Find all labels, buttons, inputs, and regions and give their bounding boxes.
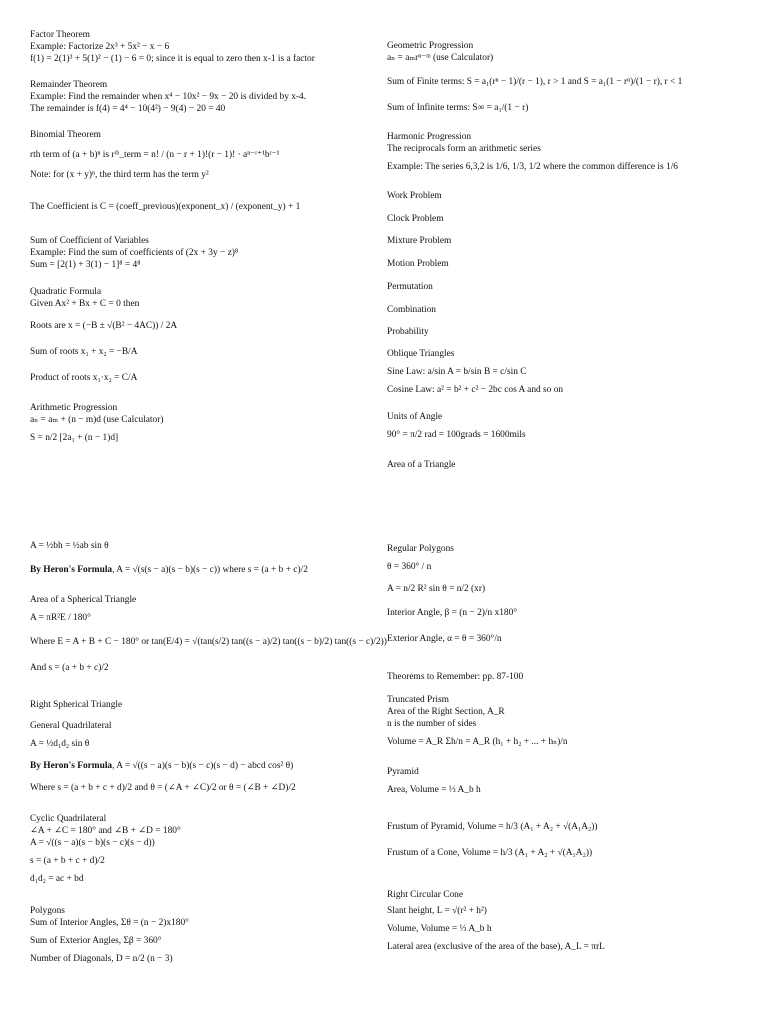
sum-of-coefficients <box>30 235 375 271</box>
line: Factor Theorem <box>30 30 90 40</box>
line: Regular Polygons <box>387 544 454 554</box>
line <box>30 564 375 576</box>
line: Volume, Volume = ⅓ A_b h <box>387 924 492 935</box>
line <box>30 760 375 772</box>
line: f(1) = 2(1)³ + 5(1)² − (1) − 6 = 0; since it is equal to zero then x-1 is a factor <box>30 54 315 65</box>
line: S = n/2 [2a₁ + (n − 1)d] <box>30 433 119 444</box>
line: Arithmetic Progression <box>30 403 118 413</box>
line: Area of a Triangle <box>387 460 456 470</box>
line: aₙ = aₘ + (n − m)d (use Calculator) <box>30 415 164 426</box>
regular-polygons <box>387 543 747 645</box>
line: Area, Volume = ⅓ A_b h <box>387 785 481 796</box>
theorems-to-remember <box>387 671 747 683</box>
line: Geometric Progression <box>387 41 474 51</box>
formula: , A = √(s(s − a)(s − b)(s − c)) where s = (a + b + c)/2 <box>112 565 308 575</box>
frustum-of-pyramid <box>387 821 747 833</box>
line: Example: Factorize 2x³ + 5x² − x − 6 <box>30 42 170 53</box>
coefficient-formula <box>30 201 375 213</box>
line: A = πR²E / 180° <box>30 613 91 624</box>
line: Units of Angle <box>387 412 443 422</box>
geometric-progression <box>387 40 747 114</box>
remainder-theorem <box>30 79 375 115</box>
herons-formula <box>30 564 375 576</box>
top-left-column <box>30 0 375 512</box>
line: Work Problem <box>387 191 442 201</box>
line: The Coefficient is C = (coeff_previous)(exponent_x) / (exponent_y) + 1 <box>30 202 301 212</box>
line: Combination <box>387 305 436 315</box>
line: Mixture Problem <box>387 236 452 246</box>
line: A = ½d₁d₂ sin θ <box>30 739 90 750</box>
line: Exterior Angle, α = θ = 360°/n <box>387 634 502 645</box>
factor-theorem <box>30 29 375 65</box>
harmonic-progression <box>387 131 747 173</box>
permutation <box>387 281 747 293</box>
area-of-triangle-heading <box>387 459 747 471</box>
line: rth term of (a + b)ⁿ is rᵗʰ_term = n! / (n − r + 1)!(r − 1)! · aⁿ⁻ʳ⁺¹bʳ⁻¹ <box>30 150 280 161</box>
line: Right Circular Cone <box>387 890 464 900</box>
formula: , A = √((s − a)(s − b)(s − c)(s − d) − abcd cos² θ) <box>112 761 294 771</box>
binomial-theorem <box>30 129 375 181</box>
bottom-left-column <box>30 512 387 1024</box>
line: Example: The series 6,3,2 is 1/6, 1/3, 1/2 where the common difference is 1/6 <box>387 162 678 173</box>
spherical-triangle-area <box>30 594 387 674</box>
line: Quadratic Formula <box>30 287 102 297</box>
line: Sum of Finite terms: S = a₁(rⁿ − 1)/(r − 1), r > 1 and S = a₁(1 − rⁿ)/(1 − r), r < 1 <box>387 77 683 88</box>
line: Right Spherical Triangle <box>30 700 123 710</box>
line: Sine Law: a/sin A = b/sin B = c/sin C <box>387 367 527 378</box>
line: Sum of roots x₁ + x₂ = −B/A <box>30 347 138 358</box>
line: θ = 360° / n <box>387 562 432 573</box>
cyclic-quadrilateral <box>30 813 375 885</box>
line: d₁d₂ = ac + bd <box>30 874 84 885</box>
truncated-prism <box>387 694 747 748</box>
line: Area of a Spherical Triangle <box>30 595 137 605</box>
triangle-area-formula <box>30 540 375 552</box>
line: Roots are x = (−B ± √(B² − 4AC)) / 2A <box>30 321 178 332</box>
line: Lateral area (exclusive of the area of the base), A_L = πrL <box>387 942 605 953</box>
line: Harmonic Progression <box>387 132 472 142</box>
line: Sum of Interior Angles, Σθ = (n − 2)x180° <box>30 918 189 929</box>
line: Polygons <box>30 906 65 916</box>
line: Example: Find the sum of coefficients of (2x + 3y − z)⁸ <box>30 248 239 259</box>
quadratic-formula <box>30 286 375 384</box>
line: General Quadrilateral <box>30 721 112 731</box>
line: The remainder is f(4) = 4⁴ − 10(4²) − 9(4) − 20 = 40 <box>30 104 226 115</box>
mixture-problem <box>387 235 747 247</box>
work-problem <box>387 190 747 202</box>
line: Area of the Right Section, A_R <box>387 707 505 718</box>
line: Probability <box>387 327 429 337</box>
line: aₙ = aₘrⁿ⁻ᵐ (use Calculator) <box>387 53 494 64</box>
line: Permutation <box>387 282 433 292</box>
line: A = ½bh = ½ab sin θ <box>30 541 109 551</box>
arithmetic-progression <box>30 402 375 444</box>
line: s = (a + b + c + d)/2 <box>30 856 105 867</box>
clock-problem <box>387 213 747 225</box>
line: And s = (a + b + c)/2 <box>30 663 109 674</box>
units-of-angle <box>387 411 747 441</box>
line: Sum = [2(1) + 3(1) − 1]⁸ = 4⁸ <box>30 260 141 271</box>
bottom-right-column <box>387 512 747 1024</box>
line: Volume = A_R Σh/n = A_R (h₁ + h₂ + ... + hₙ)/n <box>387 737 568 748</box>
line: Sum of Coefficient of Variables <box>30 236 149 246</box>
line: ∠A + ∠C = 180° and ∠B + ∠D = 180° <box>30 826 181 837</box>
top-right-column <box>387 0 747 512</box>
line: A = √((s − a)(s − b)(s − c)(s − d)) <box>30 838 155 849</box>
line: Given Ax² + Bx + C = 0 then <box>30 299 140 310</box>
line: Theorems to Remember: pp. 87-100 <box>387 672 524 682</box>
line: Frustum of Pyramid, Volume = h/3 (A₁ + A₂ + √(A₁A₂)) <box>387 822 598 832</box>
line: Note: for (x + y)ⁿ, the third term has the term y² <box>30 170 209 181</box>
motion-problem <box>387 258 747 270</box>
line: Oblique Triangles <box>387 349 455 359</box>
herons-formula-quadrilateral <box>30 760 375 794</box>
bold-prefix: By Heron's Formula <box>30 761 113 771</box>
line: Motion Problem <box>387 259 449 269</box>
line: Cyclic Quadrilateral <box>30 814 107 824</box>
frustum-of-cone <box>387 847 747 859</box>
line: Product of roots x₁·x₂ = C/A <box>30 373 138 384</box>
line: n is the number of sides <box>387 719 477 730</box>
line: Example: Find the remainder when x⁴ − 10x² − 9x − 20 is divided by x-4. <box>30 92 307 103</box>
line: Cosine Law: a² = b² + c² − 2bc cos A and so on <box>387 385 564 396</box>
line: Sum of Infinite terms: S∞ = a₁/(1 − r) <box>387 103 529 114</box>
combination <box>387 304 747 316</box>
line: 90° = π/2 rad = 100grads = 1600mils <box>387 430 526 441</box>
line: Number of Diagonals, D = n/2 (n − 3) <box>30 954 173 965</box>
polygons <box>30 905 375 965</box>
oblique-triangles <box>387 348 747 396</box>
pyramid <box>387 766 747 796</box>
line: Sum of Exterior Angles, Σβ = 360° <box>30 936 162 947</box>
line: Where E = A + B + C − 180° or tan(E/4) = √(tan(s/2) tan((s − a)/2) tan((s − b)/2) tan((s − c)/2)) <box>30 637 387 648</box>
probability <box>387 326 747 338</box>
line: Binomial Theorem <box>30 130 101 140</box>
line: Pyramid <box>387 767 419 777</box>
line: A = n/2 R² sin θ = n/2 (xr) <box>387 584 486 595</box>
right-spherical-triangle <box>30 699 375 711</box>
line: Interior Angle, β = (n − 2)/n x180° <box>387 608 518 619</box>
right-circular-cone <box>387 889 747 953</box>
line: Frustum of a Cone, Volume = h/3 (A₁ + A₂ + √(A₁A₂)) <box>387 848 593 858</box>
line: Remainder Theorem <box>30 80 108 90</box>
line: Slant height, L = √(r² + h²) <box>387 906 487 917</box>
line: The reciprocals form an arithmetic series <box>387 144 541 155</box>
line: Truncated Prism <box>387 695 449 705</box>
bold-prefix: By Heron's Formula <box>30 565 113 575</box>
general-quadrilateral <box>30 720 375 750</box>
line: Where s = (a + b + c + d)/2 and θ = (∠A + ∠C)/2 or θ = (∠B + ∠D)/2 <box>30 783 296 794</box>
line: Clock Problem <box>387 214 444 224</box>
